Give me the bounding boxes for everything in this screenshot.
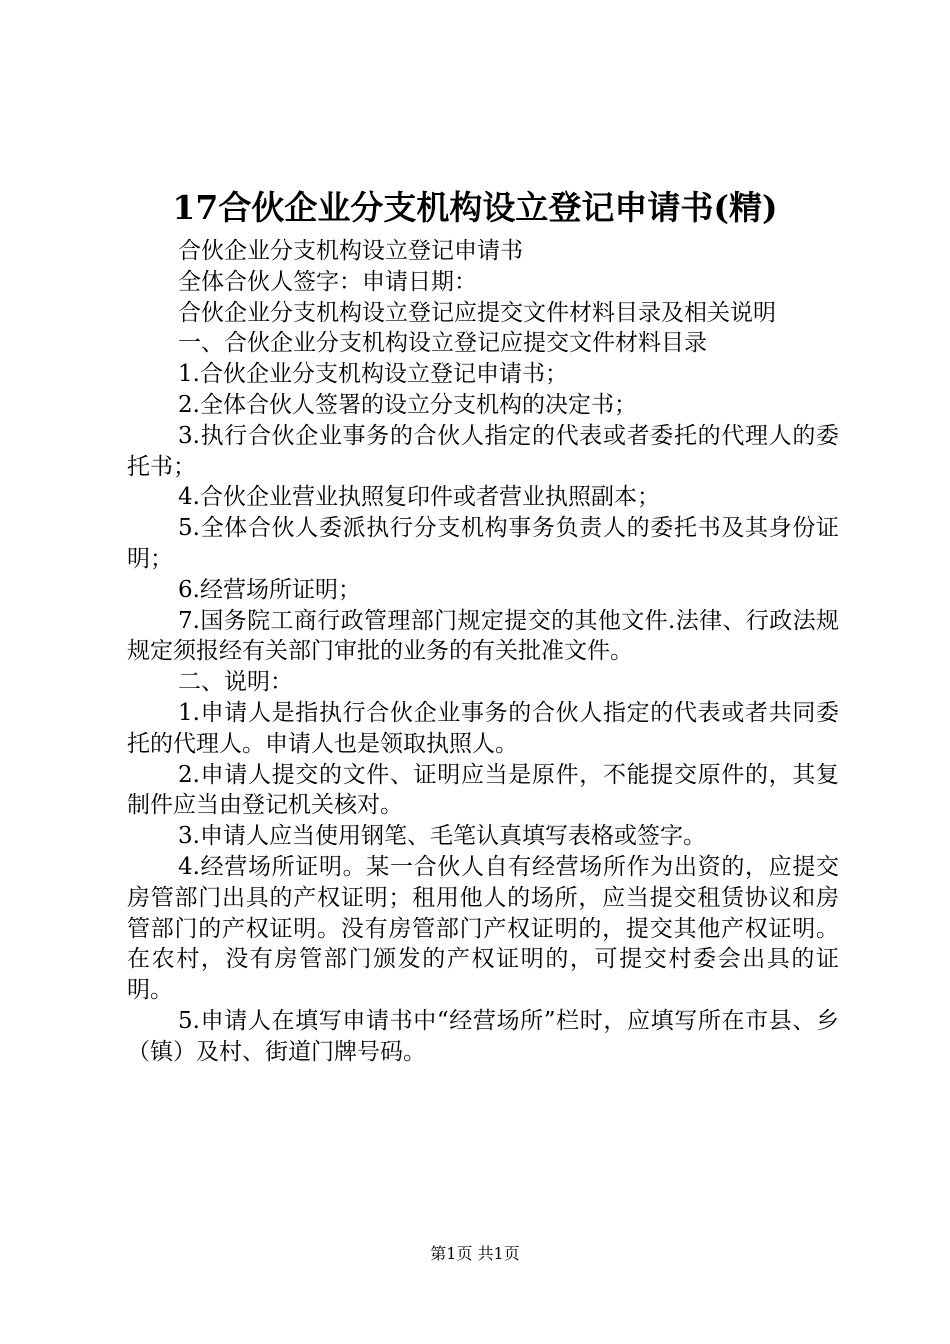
list-item: 7.国务院工商行政管理部门规定提交的其他文件.法律、行政法规规定须报经有关部门审批的业务的有关批准文件。 xyxy=(127,607,839,665)
list-item: 1.合伙企业分支机构设立登记申请书； xyxy=(178,361,568,388)
list-item: 6.经营场所证明； xyxy=(178,576,361,603)
note-item: 5.申请人在填写申请书中“经营场所”栏时，应填写所在市县、乡（镇）及村、街道门牌号码。 xyxy=(127,1007,839,1065)
note-item: 2.申请人提交的文件、证明应当是原件，不能提交原件的，其复制件应当由登记机关核对。 xyxy=(127,761,839,819)
note-item: 1.申请人是指执行合伙企业事务的合伙人指定的代表或者共同委托的代理人。申请人也是领取执照人。 xyxy=(127,699,839,757)
list-item: 2.全体合伙人签署的设立分支机构的决定书； xyxy=(178,391,637,418)
page-number-footer: 第1页 共1页 xyxy=(430,1244,520,1263)
note-item: 3.申请人应当使用钢笔、毛笔认真填写表格或签字。 xyxy=(178,823,706,850)
paragraph-signature-date: 全体合伙人签字：申请日期： xyxy=(178,268,477,295)
list-item: 3.执行合伙企业事务的合伙人指定的代表或者委托的代理人的委托书； xyxy=(127,422,839,480)
section-heading-materials: 一、合伙企业分支机构设立登记应提交文件材料目录 xyxy=(178,330,707,357)
note-item: 4.经营场所证明。某一合伙人自有经营场所作为出资的，应提交房管部门出具的产权证明；租用他人的场所，应当提交租赁协议和房管部门的产权证明。没有房管部门产权证明的，提交其他产权证明。在农村，没有房管部门颁发的产权证明的，可提交村委会出具的证明。 xyxy=(127,853,839,1004)
list-item: 5.全体合伙人委派执行分支机构事务负责人的委托书及其身份证明； xyxy=(127,515,839,572)
document-title: 17合伙企业分支机构设立登记申请书(精) xyxy=(172,188,778,227)
list-item: 4.合伙企业营业执照复印件或者营业执照副本； xyxy=(178,484,660,511)
section-heading-notes: 二、说明： xyxy=(178,669,293,696)
paragraph-form-name: 合伙企业分支机构设立登记申请书 xyxy=(178,238,523,264)
document-body xyxy=(127,236,839,1068)
paragraph-materials-heading: 合伙企业分支机构设立登记应提交文件材料目录及相关说明 xyxy=(178,299,776,326)
